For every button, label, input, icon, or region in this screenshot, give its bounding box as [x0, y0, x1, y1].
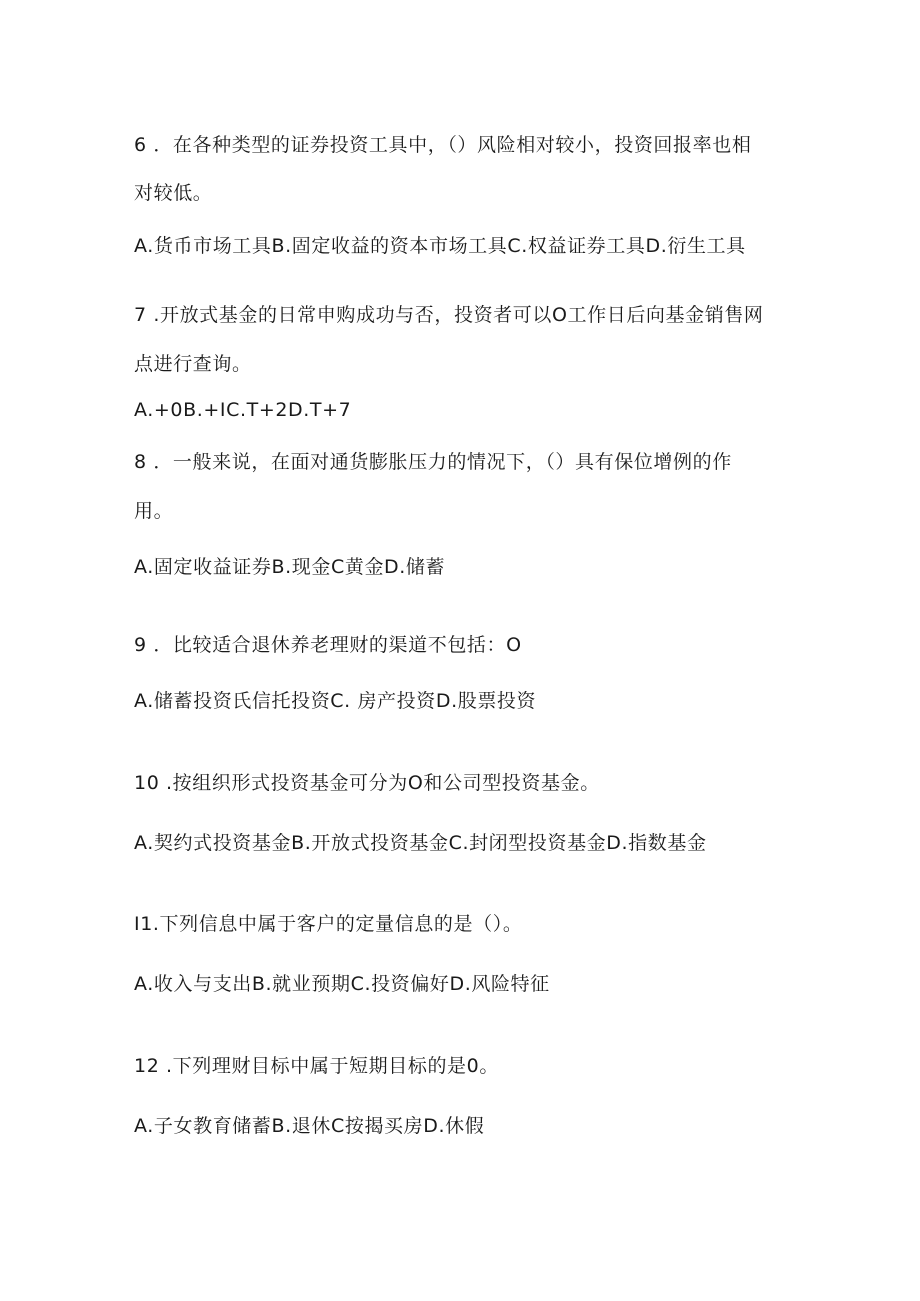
question-10-stem-line1: 10 .按组织形式投资基金可分为O和公司型投资基金。 — [134, 772, 600, 794]
question-10-options: A.契约式投资基金B.开放式投资基金C.封闭型投资基金D.指数基金 — [134, 832, 707, 854]
question-7-stem-line1: 7 .开放式基金的日常申购成功与否，投资者可以O工作日后向基金销售网 — [134, 304, 764, 326]
question-8-stem-line1: 8 ．一般来说，在面对通货膨胀压力的情况下，（）具有保位增例的作 — [134, 451, 732, 473]
question-6-stem-line2: 对较低。 — [134, 182, 213, 204]
question-8-stem-line2: 用。 — [134, 500, 174, 522]
question-6-options: A.货币市场工具B.固定收益的资本市场工具C.权益证券工具D.衍生工具 — [134, 235, 746, 257]
question-12-stem-line1: 12 .下列理财目标中属于短期目标的是0。 — [134, 1055, 499, 1077]
question-6-stem-line1: 6 ．在各种类型的证券投资工具中，（）风险相对较小，投资回报率也相 — [134, 134, 752, 156]
question-7-stem-line2: 点进行查询。 — [134, 353, 252, 375]
question-12-options: A.子女教育储蓄B.退休C按揭买房D.休假 — [134, 1115, 485, 1137]
question-8-options: A.固定收益证券B.现金C黄金D.储蓄 — [134, 556, 446, 578]
question-11-options: A.收入与支出B.就业预期C.投资偏好D.风险特征 — [134, 973, 550, 995]
question-7-options: A.+0B.+IC.T+2D.T+7 — [134, 399, 352, 421]
question-9-options: A.储蓄投资氏信托投资C. 房产投资D.股票投资 — [134, 690, 537, 712]
question-9-stem-line1: 9 ．比较适合退休养老理财的渠道不包括：O — [134, 634, 522, 656]
question-11-stem-line1: I1.下列信息中属于客户的定量信息的是（）。 — [134, 913, 523, 935]
